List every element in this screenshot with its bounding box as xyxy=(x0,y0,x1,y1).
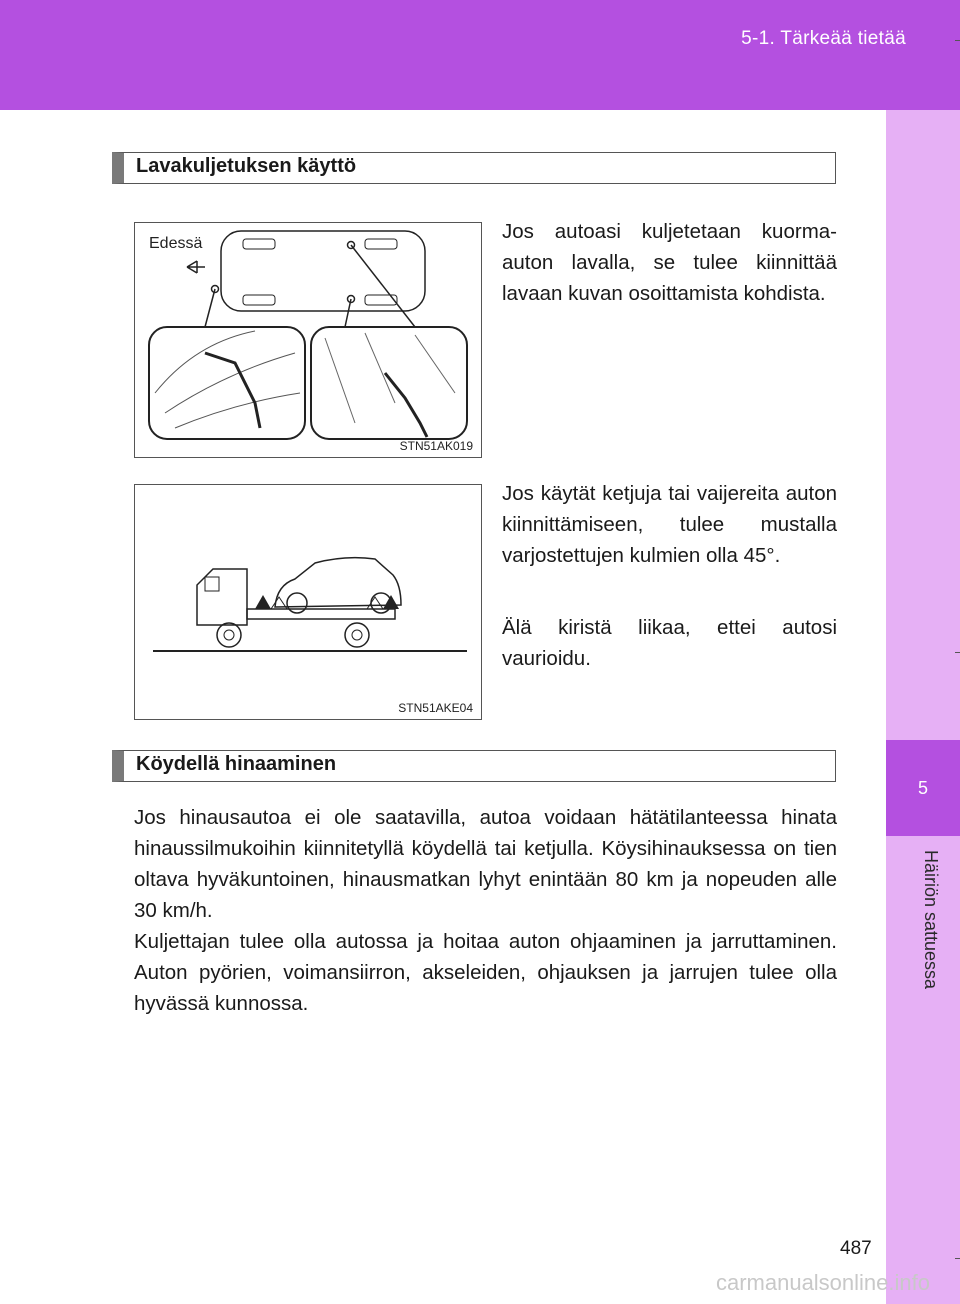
flatbed-paragraph-1: Jos autoasi kuljetetaan kuorma-auton lavalla, se tulee kiinnittää lavaan kuvan osoittamista kohdista. xyxy=(502,220,837,305)
page-number: 487 xyxy=(840,1238,872,1259)
figure-code: STN51AK019 xyxy=(399,439,473,453)
towing-paragraph-2: Kuljettajan tulee olla autossa ja hoitaa auton ohjaaminen ja jarruttaminen. Auton pyörien, voimansiirron, akseleiden, ohjauksen ja jarrujen tulee olla hyvässä kunnossa. xyxy=(134,930,837,1015)
chapter-number: 5 xyxy=(917,778,928,798)
section-heading-rope-towing xyxy=(112,750,836,782)
flatbed-truck-illustration xyxy=(135,485,481,719)
section-heading-flatbed xyxy=(112,152,836,184)
tie-down-illustration xyxy=(135,223,481,457)
section-heading-text: Köydellä hinaaminen xyxy=(136,753,337,775)
crop-mark xyxy=(955,1258,960,1259)
front-direction-label: Edessä xyxy=(149,235,203,252)
towing-paragraph-1: Jos hinausautoa ei ole saatavilla, autoa voidaan hätätilanteessa hinata hinaussilmukoihin kiinnitetyllä köydellä tai ketjulla. Köysihinauksessa on tien oltava hyväkuntoinen, hinausmatkan lyhyt enintään 80 km ja nopeuden alle 30 km/h. xyxy=(134,806,837,922)
flatbed-paragraph-3: Älä kiristä liikaa, ettei autosi vaurioidu. xyxy=(502,616,837,670)
chapter-title: Häiriön sattuessa xyxy=(921,850,941,990)
crop-mark xyxy=(955,652,960,653)
header-band xyxy=(0,0,960,110)
watermark: carmanualsonline.info xyxy=(715,1270,930,1295)
section-heading-text: Lavakuljetuksen käyttö xyxy=(136,155,357,177)
breadcrumb: 5-1. Tärkeää tietää xyxy=(741,28,906,49)
tie-down-points-figure xyxy=(134,222,482,458)
flatbed-truck-figure xyxy=(134,484,482,720)
crop-mark xyxy=(955,40,960,41)
figure-code: STN51AKE04 xyxy=(398,701,473,715)
chapter-side-tab xyxy=(886,110,960,1304)
flatbed-paragraph-2: Jos käytät ketjuja tai vaijereita auton kiinnittämiseen, tulee mustalla varjostettujen kulmien olla 45°. xyxy=(502,482,837,567)
